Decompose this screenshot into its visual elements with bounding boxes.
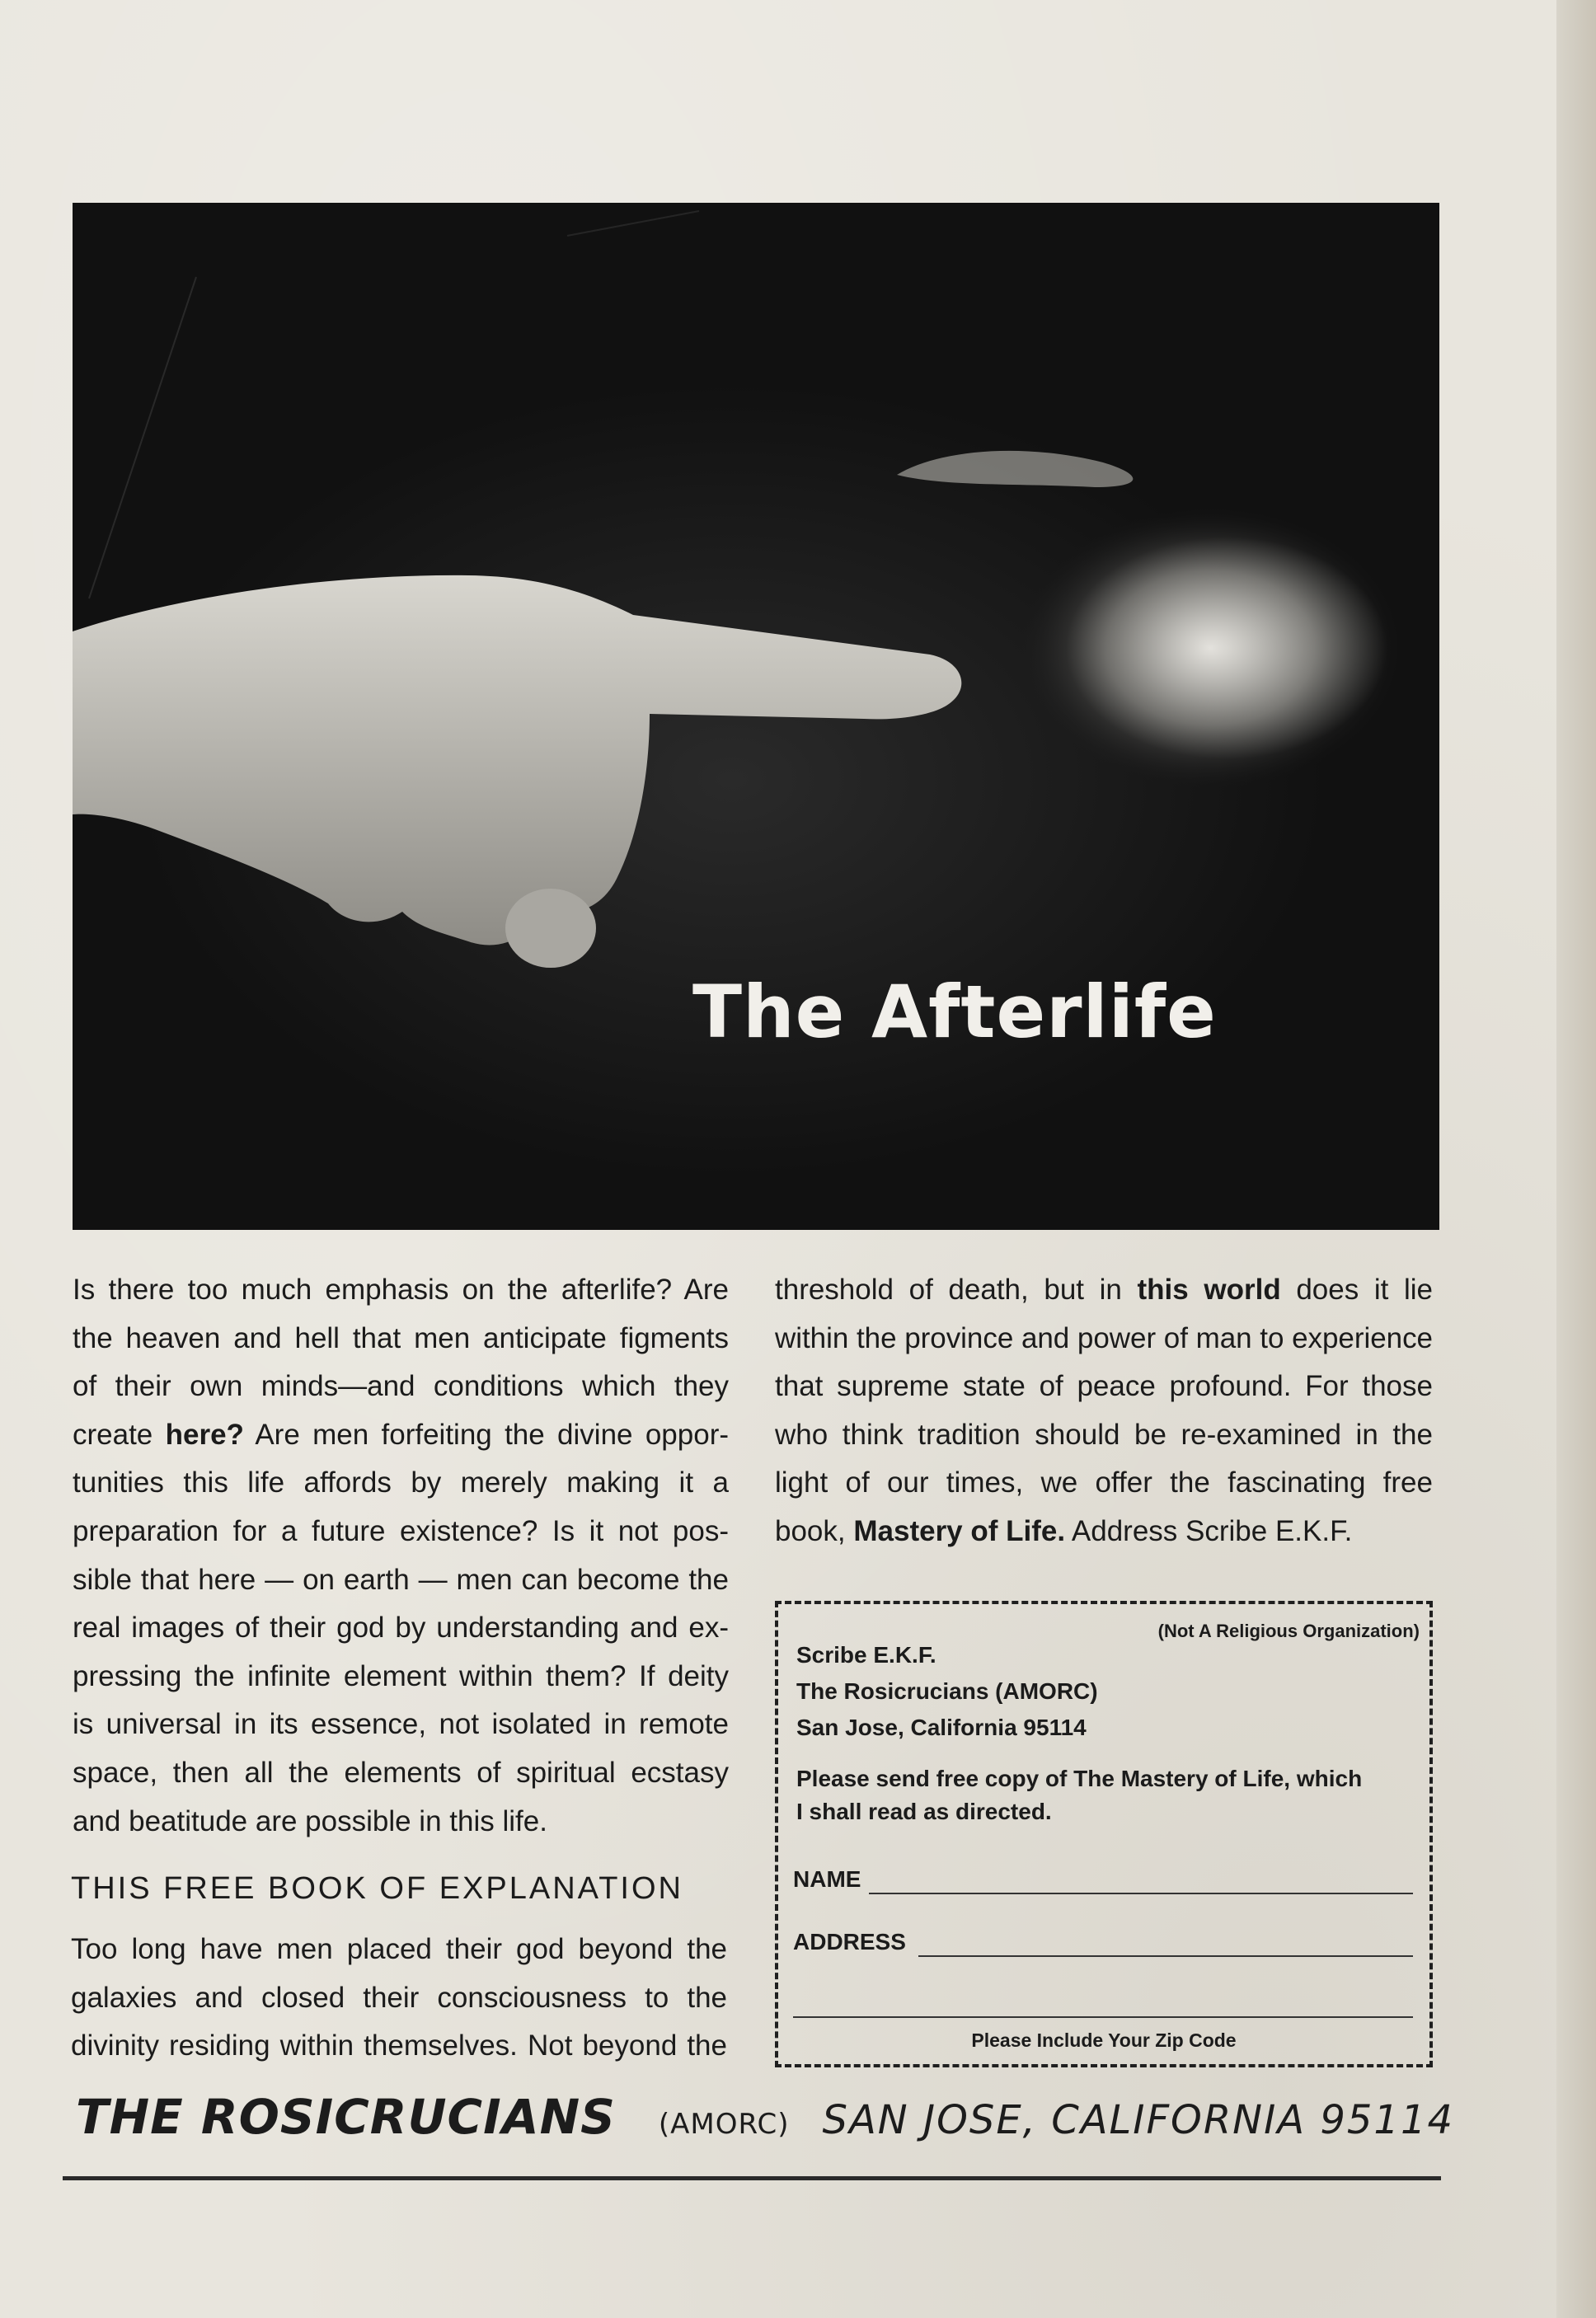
footer-city: SAN JOSE, CALIFORNIA 95114 xyxy=(822,2097,1455,2143)
footer-org: THE ROSICRUCIANS xyxy=(76,2089,616,2145)
text-line: and beatitude are possible in this life. xyxy=(73,1804,547,1837)
text-line: real images of their god by understanding and ex- xyxy=(73,1612,729,1645)
name-label: NAME xyxy=(793,1866,861,1892)
coupon-note: (Not A Religious Organization) xyxy=(1157,1621,1420,1641)
order-coupon xyxy=(775,1601,1433,2067)
text-line: that supreme state of peace profound. For those xyxy=(775,1370,1433,1403)
text-line: preparation for a future existence? Is it not pos- xyxy=(73,1514,729,1547)
text-line: sible that here — on earth — men can become the xyxy=(73,1563,729,1596)
section-heading: THIS FREE BOOK OF EXPLANATION xyxy=(71,1871,683,1906)
coupon-address-line: Scribe E.K.F. xyxy=(796,1642,936,1668)
text-line: is universal in its essence, not isolated in remote xyxy=(73,1708,729,1741)
coupon-address-line: The Rosicrucians (AMORC) xyxy=(796,1678,1098,1704)
coupon-request-line: I shall read as directed. xyxy=(796,1799,1052,1824)
text-line: space, then all the elements of spiritual ecstasy xyxy=(73,1756,729,1789)
text-line: divinity residing within themselves. Not beyond the xyxy=(71,2029,727,2062)
footer-rule xyxy=(63,2176,1441,2180)
text-line: create here? Are men forfeiting the divine oppor- xyxy=(73,1418,730,1451)
page-edge xyxy=(1556,0,1596,2318)
text-line: Too long have men placed their god beyond the xyxy=(71,1933,727,1965)
text-line: within the province and power of man to experience xyxy=(775,1321,1433,1354)
article-left-column-continued xyxy=(71,1926,727,2071)
text-line: galaxies and closed their consciousness to the xyxy=(71,1981,727,2014)
text-line: book, Mastery of Life. Address Scribe E.K.F. xyxy=(775,1514,1353,1547)
light-glow xyxy=(1021,508,1400,788)
text-line: pressing the infinite element within them? If deity xyxy=(73,1659,729,1692)
text-line: the heaven and hell that men anticipate figments xyxy=(73,1321,729,1354)
address-label: ADDRESS xyxy=(793,1929,906,1954)
coupon-request xyxy=(796,1762,1362,1828)
pointing-hand xyxy=(73,575,961,946)
coupon-address-line: San Jose, California 95114 xyxy=(796,1715,1087,1740)
text-line: threshold of death, but in this world does it lie xyxy=(775,1274,1433,1306)
text-line: Is there too much emphasis on the afterlife? Are xyxy=(73,1274,729,1306)
text-line: of their own minds—and conditions which they xyxy=(73,1370,729,1403)
footer-amorc: (AMORC) xyxy=(658,2108,790,2141)
text-line: tunities this life affords by merely making it a xyxy=(73,1466,729,1499)
footer xyxy=(76,2089,1455,2145)
coupon-request-line: Please send free copy of The Mastery of Life, which xyxy=(796,1766,1363,1791)
text-line: light of our times, we offer the fascinating free xyxy=(775,1466,1433,1499)
thumb xyxy=(505,889,596,968)
photo-title: The Afterlife xyxy=(692,969,1217,1054)
afterlife-photo xyxy=(73,203,1439,1230)
coupon-address xyxy=(796,1637,1098,1746)
article-right-column xyxy=(775,1266,1433,1556)
name-field[interactable] xyxy=(869,1893,1413,1894)
zip-note: Please Include Your Zip Code xyxy=(971,2029,1237,2051)
article-left-column xyxy=(73,1266,729,1846)
light-streak xyxy=(897,451,1133,487)
text-line: who think tradition should be re-examined in the xyxy=(775,1418,1433,1451)
pointing-hand-illustration xyxy=(73,203,1439,1230)
address-field-line-2[interactable] xyxy=(793,2016,1413,2018)
address-field[interactable] xyxy=(918,1955,1413,1957)
